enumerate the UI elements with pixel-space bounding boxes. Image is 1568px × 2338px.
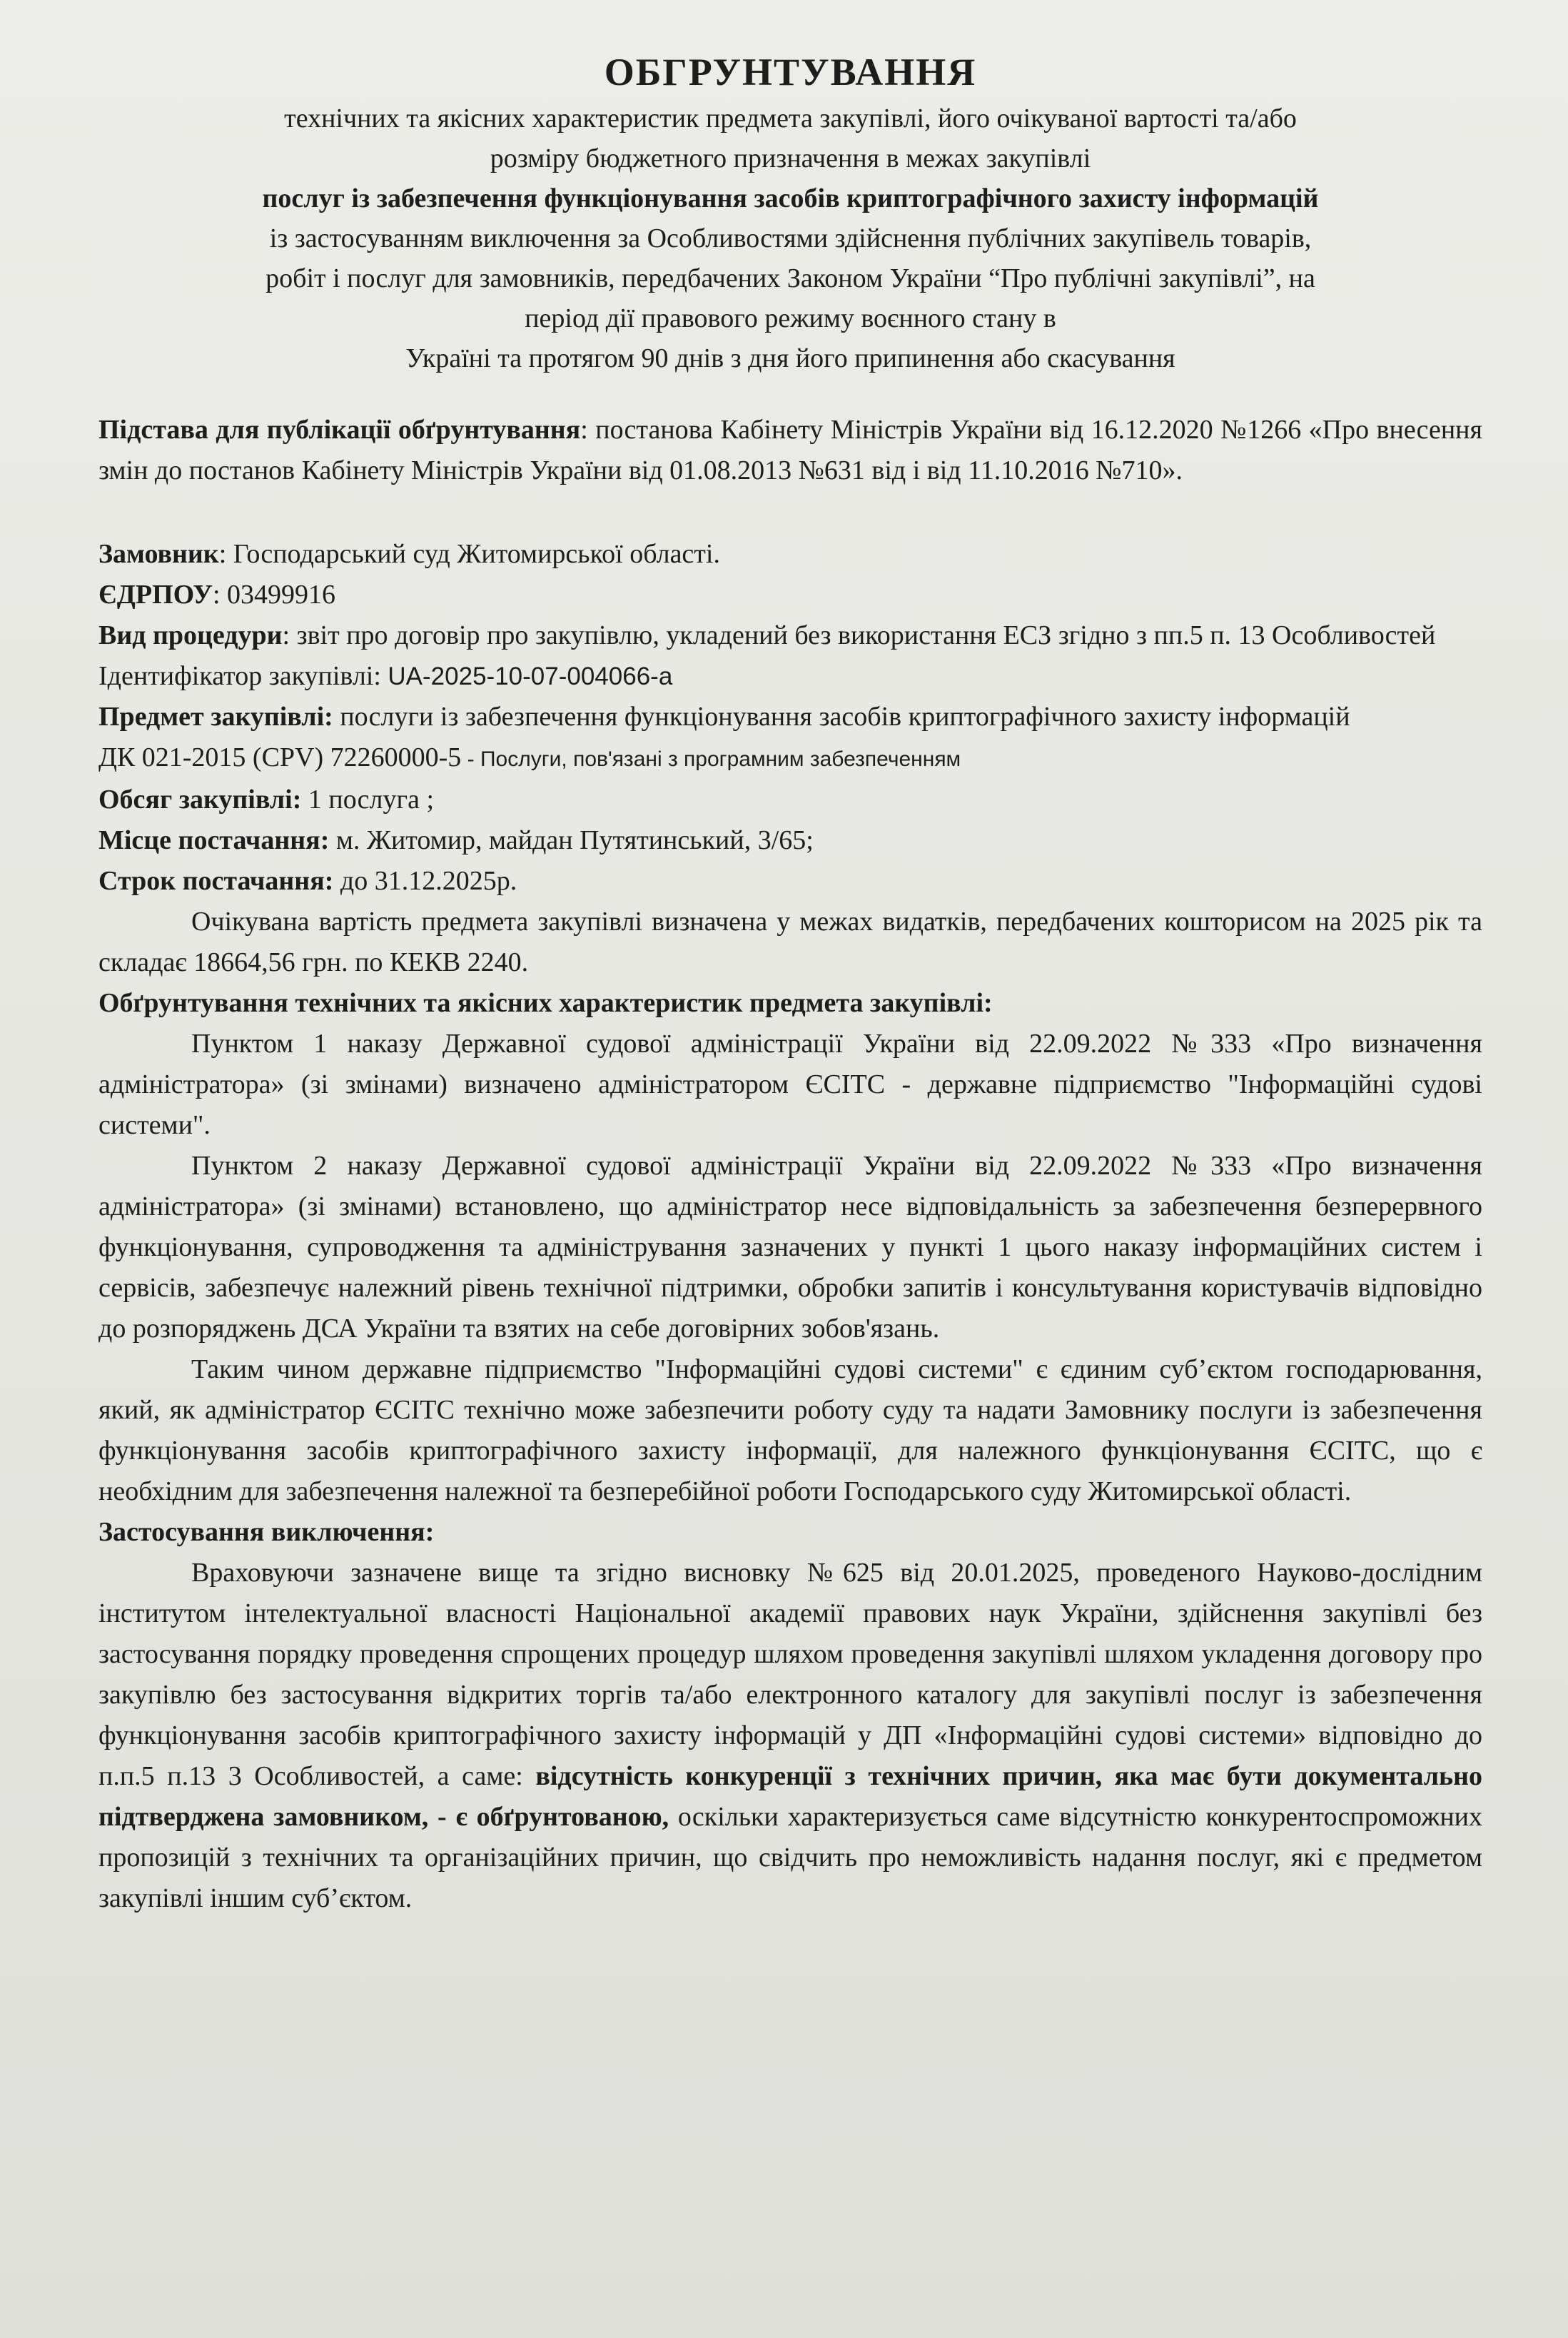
dk-name: - Послуги, пов'язані з програмним забезпеченням [461,747,961,771]
paragraph-4-text: Враховуючи зазначене вище та згідно висновку №625 від 20.01.2025, проведеного Науково-дослідним інститутом інтелектуальної власності Національної академії правових наук України, здійснення закупівлі без застосування порядку проведення спрощених процедур шляхом проведення закупівлі шляхом укладення договору про закупівлю без застосування відкритих торгів та/або електронного каталогу для закупівлі послуг із забезпечення функціонування засобів криптографічного захисту інформацій у ДП «Інформаційні судові системи» відповідно до п.п.5 п.13 3 Особливостей, а саме: [98,1558,1482,1791]
subject-label: Предмет закупівлі: [98,702,333,732]
document-title: ОБГРУНТУВАННЯ [604,51,977,94]
procurement-id-row [98,656,1482,697]
subject-row [98,697,1482,737]
customer-row [98,534,1482,575]
edrpou-row [98,575,1482,615]
volume-row [98,780,1482,820]
subtitle-line: робіт і послуг для замовників, передбачених Законом України “Про публічні закупівлі”, на [265,263,1315,293]
expected-cost-text: Очікувана вартість предмета закупівлі визначена у межах видатків, передбачених кошторисом на 2025 рік та складає [98,907,1482,977]
edrpou-value: : 03499916 [213,580,336,610]
customer-label: Замовник [98,539,219,569]
subtitle-line: технічних та якісних характеристик предмета закупівлі, його очікуваної вартості та/або [284,104,1297,133]
subtitle-line: Україні та протягом 90 днів з дня його припинення або скасування [405,343,1175,373]
expected-cost-paragraph [98,902,1482,983]
term-row [98,861,1482,902]
subtitle-line: із застосуванням виключення за Особливостями здійснення публічних закупівель товарів, [269,223,1312,253]
basis-text: : постанова Кабінету Міністрів України від 16.12.2020 №1266 «Про внесення змін до постанов Кабінету Міністрів України від 01.08.2013 №631 від і від 11.10.2016 №710». [98,415,1482,485]
basis-label: Підстава для публікації обґрунтування [98,415,581,445]
expected-cost-kekv: по КЕКВ 2240. [348,947,529,977]
dk-code: ДК 021-2015 (CPV) 72260000-5 [98,742,462,772]
paragraph-1: Пунктом 1 наказу Державної судової адміністрації України від 22.09.2022 №333 «Про визначення адміністратора» (зі змінами) визначено адміністратором ЄСІТС - державне підприємство "Інформаційні судові системи". [98,1029,1482,1140]
subject-value: послуги із забезпечення функціонування засобів криптографічного захисту інформацій [333,702,1350,732]
place-row [98,820,1482,861]
procedure-row [98,615,1482,656]
exception-header: Застосування виключення: [98,1517,435,1547]
procurement-id-value: UA-2025-10-07-004066-a [388,662,673,690]
dk-row [98,737,1482,780]
paragraph-3: Таким чином державне підприємство "Інформаційні судові системи" є єдиним суб’єктом господарювання, який, як адміністратор ЄСІТС технічно може забезпечити роботу суду та надати Замовнику послуги із забезпечення функціонування засобів криптографічного захисту інформації, для належного функціонування ЄСІТС, що є необхідним для забезпечення належної та безперебійної роботи Господарського суду Житомирської області. [98,1354,1482,1506]
place-label: Місце постачання: [98,825,330,855]
paragraph-4-tail: оскільки характеризується саме відсутністю конкурентоспроможних пропозицій з технічних та організаційних причин, що свідчить про неможливість надання послуг, які є предметом закупівлі іншим суб’єктом. [98,1802,1482,1913]
procedure-label: Вид процедури [98,620,283,650]
term-value: до 31.12.2025р. [333,866,517,896]
paragraph-4-bold: відсутність конкуренції з технічних причин, яка має бути документально підтверджена замовником, - є обґрунтованою, [98,1761,1482,1832]
procedure-value: : звіт про договір про закупівлю, укладений без використання ЕСЗ згідно з пп.5 п. 13 Особливостей [282,620,1436,650]
subtitle-subject-line: послуг із забезпечення функціонування засобів криптографічного захисту інформацій [262,183,1319,213]
term-label: Строк постачання: [98,866,334,896]
volume-label: Обсяг закупівлі: [98,785,302,815]
procurement-id-label: Ідентифікатор закупівлі: [98,661,388,691]
document-subtitle [98,99,1482,378]
expected-cost-amount: 18664,56 грн. [193,947,348,977]
place-value: м. Житомир, майдан Путятинський, 3/65; [329,825,814,855]
customer-value: : Господарський суд Житомирської області. [218,539,720,569]
edrpou-label: ЄДРПОУ [98,580,213,610]
subtitle-line: розміру бюджетного призначення в межах закупівлі [490,143,1091,173]
volume-value: 1 послуга ; [301,785,434,815]
subtitle-line: період дії правового режиму воєнного стану в [525,303,1056,333]
paragraph-2: Пунктом 2 наказу Державної судової адміністрації України від 22.09.2022 №333 «Про визначення адміністратора» (зі змінами) встановлено, що адміністратор несе відповідальність за забезпечення безперервного функціонування, супроводження та адміністрування зазначених у пункті 1 цього наказу інформаційних систем і сервісів, забезпечує належний рівень технічної підтримки, обробки запитів і консультування користувачів відповідно до розпоряджень ДСА України та взятих на себе договірних зобов'язань. [98,1151,1482,1344]
justification-header: Обґрунтування технічних та якісних характеристик предмета закупівлі: [98,988,993,1018]
paragraph-4 [98,1553,1482,1919]
publication-basis [98,410,1482,491]
